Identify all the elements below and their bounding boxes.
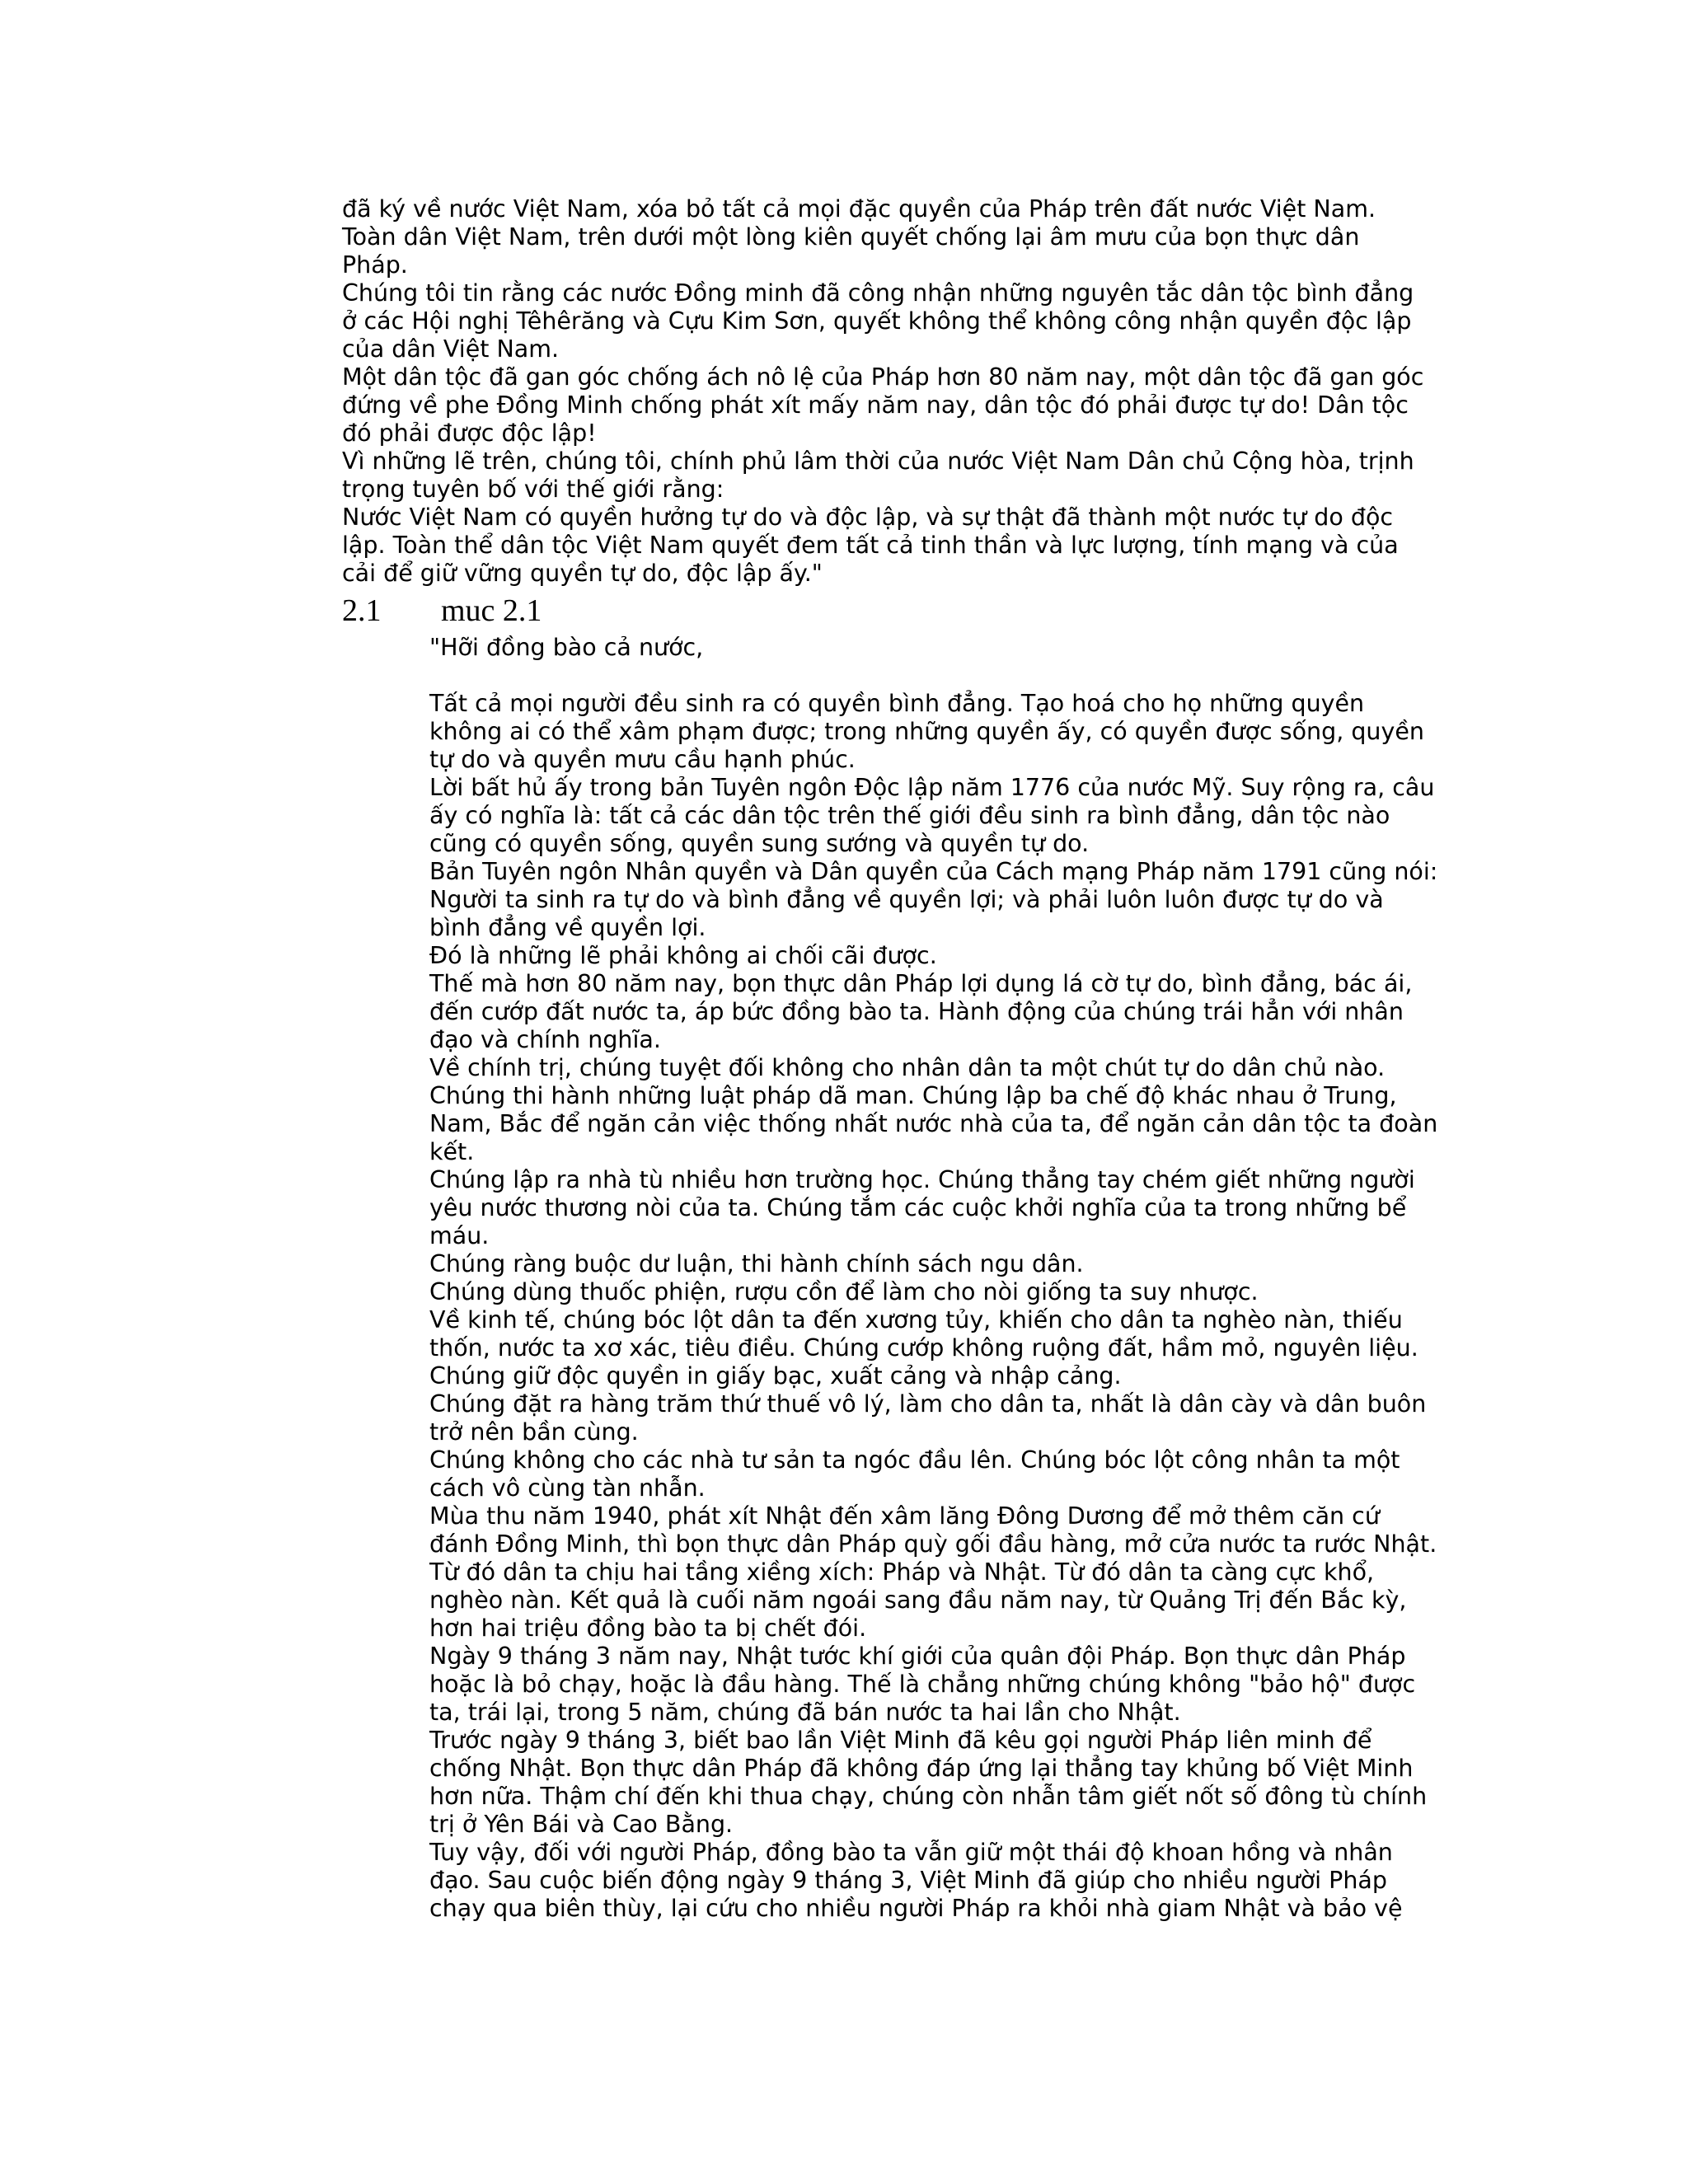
section-body <box>429 634 1439 1923</box>
section-title: muc 2.1 <box>441 593 542 628</box>
section-paragraph: Về kinh tế, chúng bóc lột dân ta đến xương tủy, khiến cho dân ta nghèo nàn, thiếu thốn, nước ta xơ xác, tiêu điều. Chúng cướp không ruộng đất, hầm mỏ, nguyên liệu. <box>429 1306 1418 1361</box>
section-paragraph: Ngày 9 tháng 3 năm nay, Nhật tước khí giới của quân đội Pháp. Bọn thực dân Pháp hoặc là bỏ chạy, hoặc là đầu hàng. Thế là chẳng những chúng không "bảo hộ" được ta, trái lại, trong 5 năm, chúng đã bán nước ta hai lần cho Nhật. <box>429 1643 1416 1726</box>
blank-line <box>429 662 1439 690</box>
section-paragraph: Bản Tuyên ngôn Nhân quyền và Dân quyền của Cách mạng Pháp năm 1791 cũng nói: Người ta sinh ra tự do và bình đẳng về quyền lợi; và phải luôn luôn được tự do và bình đẳng về quyền lợi. <box>429 858 1438 941</box>
section-paragraph: Đó là những lẽ phải không ai chối cãi được. <box>429 942 937 969</box>
section-paragraph: Lời bất hủ ấy trong bản Tuyên ngôn Độc lập năm 1776 của nước Mỹ. Suy rộng ra, câu ấy có nghĩa là: tất cả các dân tộc trên thế giới đều sinh ra bình đẳng, dân tộc nào cũng có quyền sống, quyền sung sướng và quyền tự do. <box>429 774 1435 857</box>
intro-paragraph: Toàn dân Việt Nam, trên dưới một lòng kiên quyết chống lại âm mưu của bọn thực dân Pháp. <box>342 223 1360 279</box>
intro-paragraph: Một dân tộc đã gan góc chống ách nô lệ của Pháp hơn 80 năm nay, một dân tộc đã gan góc đứng về phe Đồng Minh chống phát xít mấy năm nay, dân tộc đó phải được tự do! Dân tộc đó phải được độc lập! <box>342 363 1424 447</box>
section-paragraph: Về chính trị, chúng tuyệt đối không cho nhân dân ta một chút tự do dân chủ nào. <box>429 1054 1386 1081</box>
intro-paragraph: Nước Việt Nam có quyền hưởng tự do và độc lập, và sự thật đã thành một nước tự do độc lập. Toàn thể dân tộc Việt Nam quyết đem tất cả tinh thần và lực lượng, tính mạng và của cải để giữ vững quyền tự do, độc lập ấy." <box>342 504 1399 587</box>
intro-text <box>342 195 1430 588</box>
intro-paragraph: Chúng tôi tin rằng các nước Đồng minh đã công nhận những nguyên tắc dân tộc bình đẳng ở các Hội nghị Têhêrăng và Cựu Kim Sơn, quyết không thể không công nhận quyền độc lập của dân Việt Nam. <box>342 279 1414 363</box>
section-paragraph: Chúng dùng thuốc phiện, rượu cồn để làm cho nòi giống ta suy nhược. <box>429 1278 1259 1305</box>
section-paragraph: Thế mà hơn 80 năm nay, bọn thực dân Pháp lợi dụng lá cờ tự do, bình đẳng, bác ái, đến cướp đất nước ta, áp bức đồng bào ta. Hành động của chúng trái hẳn với nhân đạo và chính nghĩa. <box>429 970 1413 1053</box>
section-paragraph: Chúng ràng buộc dư luận, thi hành chính sách ngu dân. <box>429 1250 1084 1277</box>
intro-paragraph: đã ký về nước Việt Nam, xóa bỏ tất cả mọi đặc quyền của Pháp trên đất nước Việt Nam. <box>342 195 1376 223</box>
section-paragraph: Chúng đặt ra hàng trăm thứ thuế vô lý, làm cho dân ta, nhất là dân cày và dân buôn trở nên bần cùng. <box>429 1390 1427 1446</box>
intro-paragraph: Vì những lẽ trên, chúng tôi, chính phủ lâm thời của nước Việt Nam Dân chủ Cộng hòa, trịnh trọng tuyên bố với thế giới rằng: <box>342 448 1414 503</box>
section-paragraph: Chúng lập ra nhà tù nhiều hơn trường học. Chúng thẳng tay chém giết những người yêu nước thương nòi của ta. Chúng tắm các cuộc khởi nghĩa của ta trong những bể máu. <box>429 1166 1415 1249</box>
section-paragraph: Mùa thu năm 1940, phát xít Nhật đến xâm lăng Đông Dương để mở thêm căn cứ đánh Đồng Minh, thì bọn thực dân Pháp quỳ gối đầu hàng, mở cửa nước ta rước Nhật. Từ đó dân ta chịu hai tầng xiềng xích: Pháp và Nhật. Từ đó dân ta càng cực khổ, nghèo nàn. Kết quả là cuối năm ngoái sang đầu năm nay, từ Quảng Trị đến Bắc kỳ, hơn hai triệu đồng bào ta bị chết đói. <box>429 1502 1437 1642</box>
section-number: 2.1 <box>342 593 382 628</box>
section-paragraph: Tuy vậy, đối với người Pháp, đồng bào ta vẫn giữ một thái độ khoan hồng và nhân đạo. Sau cuộc biến động ngày 9 tháng 3, Việt Minh đã giúp cho nhiều người Pháp chạy qua biên thùy, lại cứu cho nhiều người Pháp ra khỏi nhà giam Nhật và bảo vệ <box>429 1839 1403 1922</box>
greeting: "Hỡi đồng bào cả nước, <box>429 634 704 661</box>
section-paragraph: Trước ngày 9 tháng 3, biết bao lần Việt Minh đã kêu gọi người Pháp liên minh để chống Nhật. Bọn thực dân Pháp đã không đáp ứng lại thẳng tay khủng bố Việt Minh hơn nữa. Thậm chí đến khi thua chạy, chúng còn nhẫn tâm giết nốt số đông tù chính trị ở Yên Bái và Cao Bằng. <box>429 1727 1428 1838</box>
section-paragraph: Chúng thi hành những luật pháp dã man. Chúng lập ba chế độ khác nhau ở Trung, Nam, Bắc để ngăn cản việc thống nhất nước nhà của ta, để ngăn cản dân tộc ta đoàn kết. <box>429 1082 1438 1165</box>
section-paragraph: Chúng không cho các nhà tư sản ta ngóc đầu lên. Chúng bóc lột công nhân ta một cách vô cùng tàn nhẫn. <box>429 1446 1400 1502</box>
section-paragraph: Chúng giữ độc quyền in giấy bạc, xuất cảng và nhập cảng. <box>429 1362 1122 1390</box>
section-paragraph: Tất cả mọi người đều sinh ra có quyền bình đẳng. Tạo hoá cho họ những quyền không ai có thể xâm phạm được; trong những quyền ấy, có quyền được sống, quyền tự do và quyền mưu cầu hạnh phúc. <box>429 690 1424 773</box>
